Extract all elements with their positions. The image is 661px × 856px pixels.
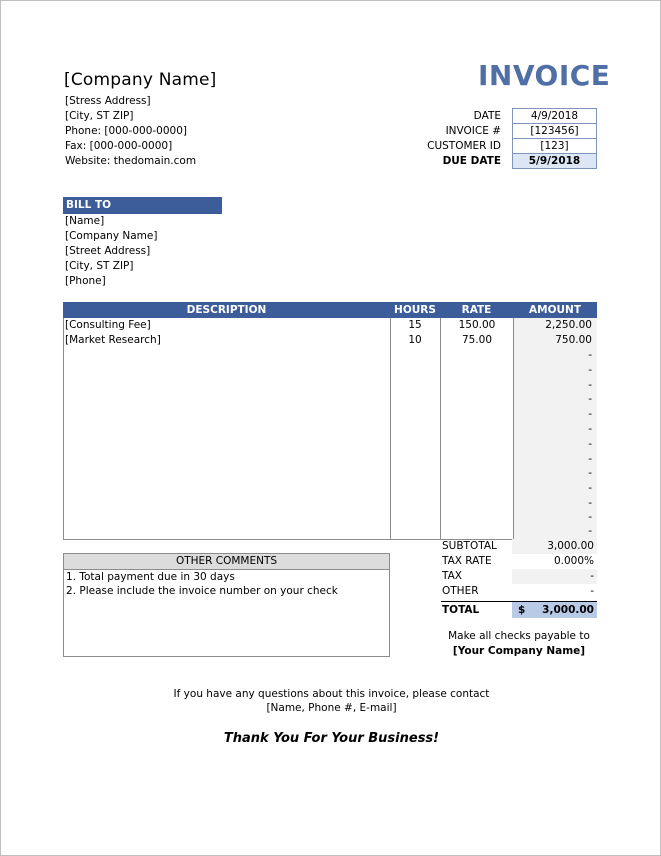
invoice-meta-labels [401,109,501,169]
bill-to-block [65,214,157,289]
tax-rate-label: TAX RATE [442,555,492,567]
empty-amount: - [588,349,592,361]
tax-row [441,569,597,584]
company-street: [Stress Address] [65,95,151,107]
date-label: DATE [473,110,501,122]
empty-amount: - [588,467,592,479]
empty-amount: - [588,408,592,420]
other-value: - [590,585,594,597]
contact-text: If you have any questions about this invoice, please contact [173,688,490,700]
checks-payable-text: Make all checks payable to [448,630,590,642]
invoice-meta-values [512,108,597,169]
bill-to-company: [Company Name] [65,230,158,242]
column-divider [390,318,391,539]
due-date-value: 5/9/2018 [512,153,597,169]
currency-symbol: $ [518,604,526,616]
bill-to-header: BILL TO [63,197,222,214]
item-description: [Consulting Fee] [65,319,151,331]
invoice-title: INVOICE [478,59,611,92]
tax-value: - [590,570,594,582]
rate-header: RATE [461,304,492,316]
bill-to-phone: [Phone] [65,275,106,287]
total-value: 3,000.00 [542,604,594,616]
total-label: TOTAL [442,604,480,616]
customer-id-value: [123] [512,138,597,153]
subtotal-row [441,539,597,554]
company-website: Website: thedomain.com [65,155,197,167]
company-fax: Fax: [000-000-0000] [65,140,173,152]
item-rate: 75.00 [461,334,493,346]
hours-header: HOURS [394,304,436,316]
bill-to-city: [City, ST ZIP] [65,260,134,272]
contact-details: [Name, Phone #, E-mail] [266,702,397,714]
items-table-header [63,302,597,318]
table-row [64,318,597,333]
customer-id-label: CUSTOMER ID [427,140,501,152]
item-description: [Market Research] [65,334,161,346]
thank-you-message: Thank You For Your Business! [223,731,440,746]
item-rate: 150.00 [458,319,496,331]
subtotal-label: SUBTOTAL [442,540,497,552]
company-address-block [65,94,196,169]
checks-payable-company: [Your Company Name] [452,645,586,657]
subtotal-value: 3,000.00 [547,540,594,552]
tax-rate-row [441,554,597,569]
invoice-number-value: [123456] [512,123,597,138]
comment-line: 1. Total payment due in 30 days [66,571,235,583]
comment-line: 2. Please include the invoice number on your check [66,585,338,597]
empty-amount: - [588,482,592,494]
other-row [441,584,597,599]
empty-amount: - [588,525,592,537]
item-hours: 10 [408,334,422,346]
other-comments-box [63,553,390,657]
bill-to-name: [Name] [65,215,105,227]
tax-label: TAX [442,570,462,582]
description-header: DESCRIPTION [186,304,267,316]
company-city: [City, ST ZIP] [65,110,134,122]
item-hours: 15 [408,319,422,331]
empty-amount: - [588,497,592,509]
totals-block [441,539,597,618]
column-divider [440,318,441,539]
empty-amount: - [588,511,592,523]
table-row [64,333,597,348]
empty-amount: - [588,453,592,465]
tax-rate-value: 0.000% [553,555,594,567]
company-phone: Phone: [000-000-0000] [65,125,187,137]
other-label: OTHER [442,585,479,597]
company-name: [Company Name] [64,70,217,90]
empty-amount: - [588,364,592,376]
items-table [63,302,597,540]
other-comments-header: OTHER COMMENTS [64,554,389,570]
empty-amount: - [588,423,592,435]
empty-amount: - [588,438,592,450]
bill-to-street: [Street Address] [65,245,151,257]
total-row [441,601,597,618]
item-amount: 2,250.00 [545,319,592,331]
amount-header: AMOUNT [529,304,581,316]
due-date-label: DUE DATE [442,155,501,167]
empty-amount: - [588,379,592,391]
item-amount: 750.00 [555,334,592,346]
invoice-number-label: INVOICE # [445,125,501,137]
date-value: 4/9/2018 [512,108,597,123]
empty-amount: - [588,393,592,405]
